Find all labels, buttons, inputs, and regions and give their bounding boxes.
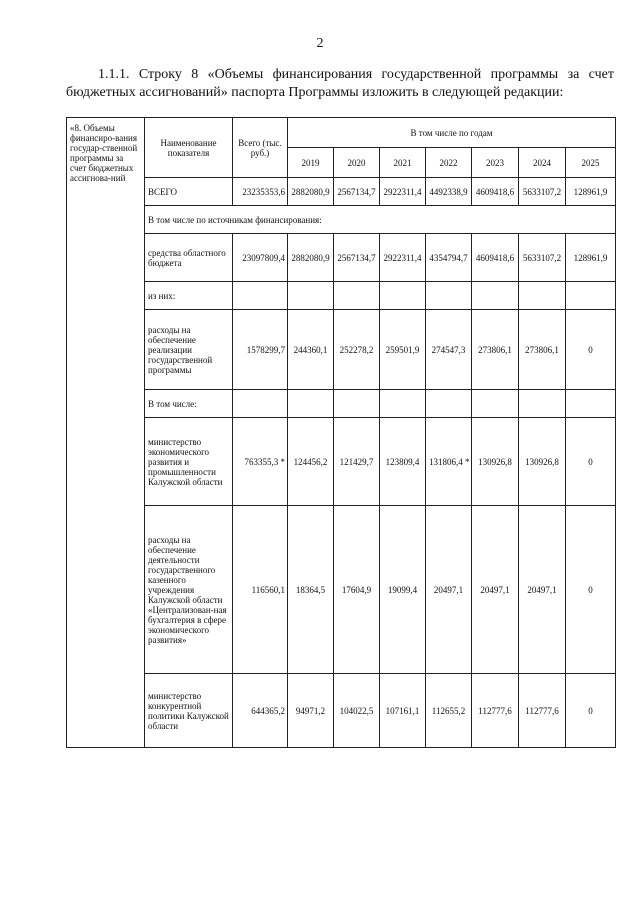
year-value-2023: 273806,1 — [472, 310, 519, 390]
table-row — [67, 390, 616, 418]
year-value-2022: 4354794,7 — [426, 234, 472, 282]
year-value-2020: 104022,5 — [334, 674, 380, 748]
year-header-2023: 2023 — [472, 148, 519, 178]
year-value-2020: 17604,9 — [334, 506, 380, 674]
row-total: 23097809,4 — [233, 234, 288, 282]
row-total: 1578299,7 — [233, 310, 288, 390]
year-value-2021: 2922311,4 — [380, 178, 426, 206]
year-value-2023: 4609418,6 — [472, 234, 519, 282]
year-value-2025: 0 — [566, 310, 616, 390]
year-value-2019: 18364,5 — [288, 506, 334, 674]
year-value-2021: 2922311,4 — [380, 234, 426, 282]
header-total: Всего (тыс. руб.) — [233, 118, 288, 178]
section-label: В том числе: — [145, 390, 233, 418]
year-value-2021: 107161,1 — [380, 674, 426, 748]
side-label: «8. Объемы финансиро-вания государ-ственной программы за счет бюджетных ассигнова-ний — [67, 118, 145, 748]
year-value-2023: 112777,6 — [472, 674, 519, 748]
year-value-2021: 19099,4 — [380, 506, 426, 674]
year-value-2022: 274547,3 — [426, 310, 472, 390]
table-row — [67, 206, 616, 234]
empty-cell — [426, 282, 472, 310]
empty-cell — [426, 390, 472, 418]
table-row — [67, 310, 616, 390]
empty-cell — [519, 390, 566, 418]
section-label: из них: — [145, 282, 233, 310]
year-value-2025: 0 — [566, 506, 616, 674]
empty-cell — [472, 282, 519, 310]
year-header-2020: 2020 — [334, 148, 380, 178]
year-header-2022: 2022 — [426, 148, 472, 178]
year-value-2025: 0 — [566, 418, 616, 506]
year-value-2022: 20497,1 — [426, 506, 472, 674]
empty-cell — [566, 390, 616, 418]
year-value-2021: 123809,4 — [380, 418, 426, 506]
table-row — [67, 506, 616, 674]
year-value-2024: 20497,1 — [519, 506, 566, 674]
year-value-2024: 5633107,2 — [519, 234, 566, 282]
table-row — [67, 674, 616, 748]
year-value-2021: 259501,9 — [380, 310, 426, 390]
year-header-2024: 2024 — [519, 148, 566, 178]
empty-cell — [233, 282, 288, 310]
row-name: министерство конкурентной политики Калужской области — [145, 674, 233, 748]
year-value-2019: 2882080,9 — [288, 178, 334, 206]
empty-cell — [380, 390, 426, 418]
section-label: В том числе по источникам финансирования: — [145, 206, 616, 234]
year-value-2020: 252278,2 — [334, 310, 380, 390]
table-row — [67, 418, 616, 506]
year-value-2019: 124456,2 — [288, 418, 334, 506]
empty-cell — [472, 390, 519, 418]
empty-cell — [288, 282, 334, 310]
year-value-2024: 5633107,2 — [519, 178, 566, 206]
empty-cell — [334, 282, 380, 310]
row-total: 116560,1 — [233, 506, 288, 674]
year-header-2021: 2021 — [380, 148, 426, 178]
year-value-2022: 112655,2 — [426, 674, 472, 748]
year-value-2023: 4609418,6 — [472, 178, 519, 206]
row-name: министерство экономического развития и промышленности Калужской области — [145, 418, 233, 506]
year-value-2024: 130926,8 — [519, 418, 566, 506]
intro-paragraph: 1.1.1. Строку 8 «Объемы финансирования государственной программы за счет бюджетных ассигнований» паспорта Программы изложить в следующей редакции: — [66, 67, 614, 100]
empty-cell — [566, 282, 616, 310]
year-header-2019: 2019 — [288, 148, 334, 178]
row-total: 644365,2 — [233, 674, 288, 748]
year-value-2023: 20497,1 — [472, 506, 519, 674]
empty-cell — [519, 282, 566, 310]
year-value-2020: 121429,7 — [334, 418, 380, 506]
row-name: расходы на обеспечение деятельности государственного казенного учреждения Калужской области «Централизован-ная бухгалтерия в сфере экономического развития» — [145, 506, 233, 674]
table-row — [67, 178, 616, 206]
year-value-2019: 2882080,9 — [288, 234, 334, 282]
year-value-2025: 128961,9 — [566, 234, 616, 282]
row-total: 23235353,6 — [233, 178, 288, 206]
year-value-2024: 112777,6 — [519, 674, 566, 748]
financing-table — [66, 117, 616, 748]
year-value-2023: 130926,8 — [472, 418, 519, 506]
empty-cell — [380, 282, 426, 310]
row-name: ВСЕГО — [145, 178, 233, 206]
empty-cell — [334, 390, 380, 418]
row-name: расходы на обеспечение реализации государственной программы — [145, 310, 233, 390]
empty-cell — [233, 390, 288, 418]
empty-cell — [288, 390, 334, 418]
year-header-2025: 2025 — [566, 148, 616, 178]
header-years-group: В том числе по годам — [288, 118, 616, 148]
header-name: Наименование показателя — [145, 118, 233, 178]
year-value-2024: 273806,1 — [519, 310, 566, 390]
page-number: 2 — [316, 36, 324, 51]
year-value-2025: 128961,9 — [566, 178, 616, 206]
row-name: средства областного бюджета — [145, 234, 233, 282]
year-value-2020: 2567134,7 — [334, 234, 380, 282]
year-value-2020: 2567134,7 — [334, 178, 380, 206]
row-total: 763355,3 * — [233, 418, 288, 506]
year-value-2019: 244360,1 — [288, 310, 334, 390]
year-value-2022: 131806,4 * — [426, 418, 472, 506]
year-value-2019: 94971,2 — [288, 674, 334, 748]
year-value-2022: 4492338,9 — [426, 178, 472, 206]
table-row — [67, 234, 616, 282]
year-value-2025: 0 — [566, 674, 616, 748]
table-row — [67, 282, 616, 310]
